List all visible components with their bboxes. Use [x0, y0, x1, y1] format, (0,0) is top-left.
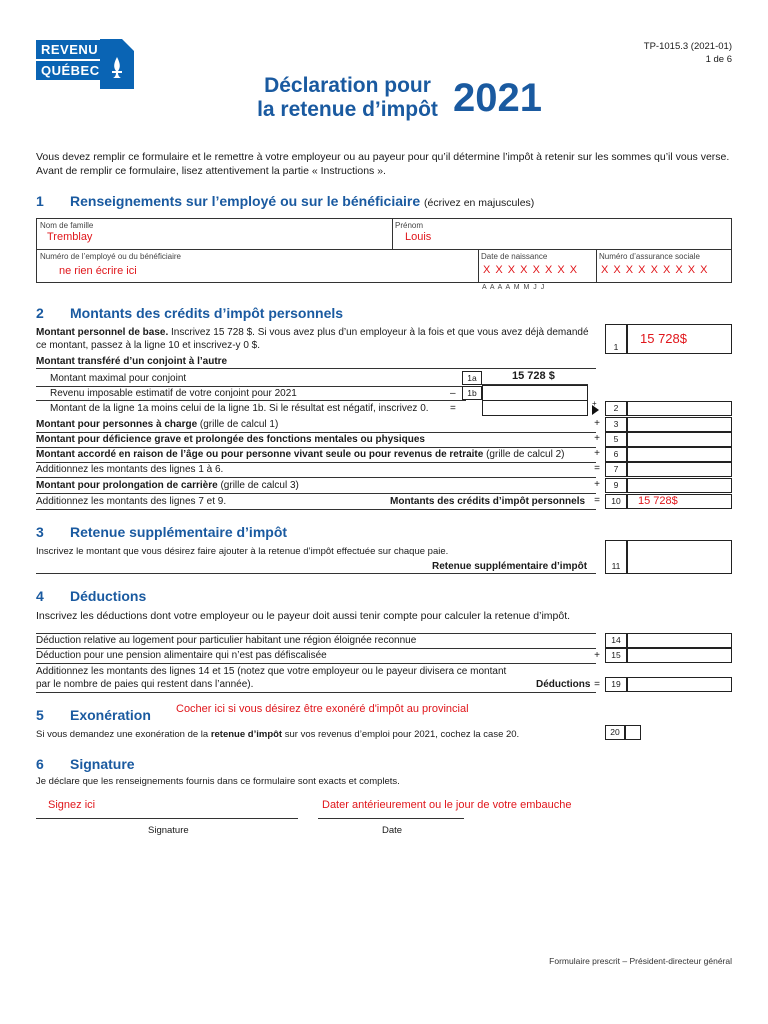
- sign-hint: Signez ici: [48, 799, 96, 811]
- section2-number: 2: [36, 305, 44, 321]
- sin-label: Numéro d’assurance sociale: [599, 252, 700, 261]
- age-rest: (grille de calcul 2): [483, 449, 565, 460]
- add-7-9-label: Additionnez les montants des lignes 7 et 9.: [36, 496, 227, 507]
- form-code-block: [644, 40, 732, 66]
- exemption-text-post: sur vos revenus d’emploi pour 2021, cochez la case 20.: [282, 729, 520, 740]
- line1a-number: 1a: [462, 371, 482, 385]
- divider: [36, 509, 596, 510]
- divider: [36, 493, 596, 494]
- dependents-bold: Montant pour personnes à charge: [36, 419, 198, 430]
- add-1-6-label: Additionnez les montants des lignes 1 à 6.: [36, 464, 224, 475]
- plus-sign: +: [594, 479, 600, 490]
- basic-amount-text: [36, 326, 596, 352]
- first-name-field[interactable]: [393, 219, 731, 250]
- deductions-add-line1: Additionnez les montants des lignes 14 et 15 (notez que votre employeur ou le payeur divisera ce montant: [36, 666, 507, 677]
- form-code: TP-1015.3 (2021-01): [643, 41, 732, 52]
- extra-withholding-label: Retenue supplémentaire d’impôt: [432, 561, 588, 572]
- line10-amount-input[interactable]: [627, 494, 732, 509]
- total-credits-label: Montants des crédits d’impôt personnels: [390, 496, 586, 507]
- career-bold: Montant pour prolongation de carrière: [36, 480, 218, 491]
- section1-number: 1: [36, 193, 44, 209]
- line6-number: 6: [605, 447, 627, 462]
- line19-amount-input[interactable]: [627, 677, 732, 692]
- line1a-minus-1b-input[interactable]: [482, 400, 588, 416]
- exemption-text-bold: retenue d’impôt: [210, 729, 283, 740]
- line5-number: 5: [605, 432, 627, 447]
- line1b-number: 1b: [462, 386, 482, 400]
- line9-amount-input[interactable]: [627, 478, 732, 493]
- sin-field[interactable]: [597, 250, 731, 282]
- plus-sign: +: [592, 399, 597, 408]
- plus-sign: +: [594, 650, 600, 661]
- section1-title: Renseignements sur l’employé ou sur le bénéficiaire: [70, 193, 421, 209]
- deductions-total-label: Déductions: [536, 679, 591, 690]
- section4-title: Déductions: [70, 588, 147, 604]
- line6-amount-input[interactable]: [627, 447, 732, 462]
- arrow-right-icon: [592, 405, 599, 415]
- intro-line1: Vous devez remplir ce formulaire et le remettre à votre employeur ou au payeur pour qu’il détermine l’impôt à retenir sur les sommes qu’il vous verse.: [36, 151, 730, 163]
- section3-title: Retenue supplémentaire d’impôt: [70, 524, 288, 540]
- line15-number: 15: [605, 648, 627, 663]
- birth-date-format: A A A A M M J J: [482, 284, 546, 291]
- section2-header: [36, 305, 344, 323]
- deductions-add-text: [36, 665, 576, 691]
- basic-amount-text2: ce montant, passez à la ligne 10 et inscrivez-y 0 $.: [36, 340, 261, 351]
- last-name-label: Nom de famille: [40, 221, 94, 230]
- line1-value: 15 728$: [640, 331, 687, 346]
- line19-number: 19: [605, 677, 627, 692]
- line1-amount-input[interactable]: [627, 324, 732, 354]
- spouse-title: Montant transféré d’un conjoint à l’autre: [36, 356, 228, 367]
- section3-header: [36, 524, 288, 542]
- birth-date-value: X X X X X X X X: [483, 264, 579, 276]
- exemption-checkbox[interactable]: [625, 725, 641, 740]
- divider: [36, 400, 466, 401]
- section2-title: Montants des crédits d’impôt personnels: [70, 305, 344, 321]
- line2-number: 2: [605, 401, 627, 416]
- line7-number: 7: [605, 462, 627, 477]
- section1-header: [36, 193, 535, 211]
- section5-title: Exonération: [70, 707, 151, 723]
- line1b-amount-input[interactable]: [482, 385, 588, 401]
- line10-number: 10: [605, 494, 627, 509]
- intro-line2: Avant de remplir ce formulaire, lisez attentivement la partie « Instructions ».: [36, 165, 386, 177]
- plus-sign: +: [594, 433, 600, 444]
- birth-date-label: Date de naissance: [481, 252, 548, 261]
- divider: [36, 573, 596, 574]
- divider: [36, 477, 596, 478]
- intro-text: [36, 150, 736, 178]
- first-name-label: Prénom: [395, 221, 424, 230]
- age-label: [36, 448, 564, 461]
- line7-amount-input[interactable]: [627, 462, 732, 477]
- title-line2: la retenue d’impôt: [257, 98, 438, 121]
- section5-header: [36, 707, 151, 725]
- exemption-note: Cocher ici si vous désirez être exonéré d'impôt au provincial: [176, 703, 469, 715]
- section3-text: Inscrivez le montant que vous désirez faire ajouter à la retenue d’impôt effectuée sur chaque paie.: [36, 546, 449, 557]
- form-title: [255, 74, 440, 122]
- identity-box: [36, 218, 732, 283]
- date-label: Date: [382, 825, 403, 836]
- page-number: 1 de 6: [705, 54, 732, 65]
- basic-amount-bold: Montant personnel de base.: [36, 327, 169, 338]
- housing-label: Déduction relative au logement pour particulier habitant une région éloignée reconnue: [36, 635, 417, 646]
- spouse-income-label: Revenu imposable estimatif de votre conjoint pour 2021: [50, 388, 297, 399]
- age-bold: Montant accordé en raison de l’âge ou pour personne vivant seule ou pour revenus de retraite: [36, 449, 484, 460]
- impairment-label: Montant pour déficience grave et prolongée des fonctions mentales ou physiques: [36, 434, 425, 445]
- support-label: Déduction pour une pension alimentaire qui n’est pas défiscalisée: [36, 650, 327, 661]
- divider: [36, 692, 596, 693]
- line3-number: 3: [605, 417, 627, 432]
- plus-sign: +: [594, 418, 600, 429]
- line11-number: 11: [605, 540, 627, 574]
- birth-date-field[interactable]: [479, 250, 597, 282]
- section6-number: 6: [36, 756, 44, 772]
- title-line1: Déclaration pour: [264, 74, 431, 97]
- employee-number-field[interactable]: [37, 250, 479, 282]
- line3-amount-input[interactable]: [627, 417, 732, 432]
- equals-sign: =: [594, 463, 600, 474]
- line5-amount-input[interactable]: [627, 432, 732, 447]
- career-rest: (grille de calcul 3): [217, 480, 299, 491]
- max-spouse-label: Montant maximal pour conjoint: [50, 373, 187, 384]
- divider: [36, 663, 596, 664]
- section4-text: Inscrivez les déductions dont votre employeur ou le payeur doit aussi tenir compte pour calculer la retenue d’impôt.: [36, 610, 571, 622]
- employee-number-label: Numéro de l’employé ou du bénéficiaire: [40, 252, 181, 261]
- exemption-text: [36, 728, 519, 741]
- line14-number: 14: [605, 633, 627, 648]
- line2-amount-input[interactable]: [627, 401, 732, 416]
- footer-text: Formulaire prescrit – Président-directeur général: [549, 956, 732, 966]
- line20-number: 20: [605, 725, 625, 740]
- equals-sign: =: [594, 679, 600, 690]
- line10-value: 15 728$: [638, 495, 678, 507]
- section6-header: [36, 756, 135, 774]
- line15-amount-input[interactable]: [627, 648, 732, 663]
- basic-amount-text1: Inscrivez 15 728 $. Si vous avez plus d’un employeur à la fois et que vous avez déjà demandé: [168, 327, 589, 338]
- employee-number-value: ne rien écrire ici: [59, 265, 137, 277]
- deductions-add-line2: par le nombre de paies qui restent dans l’année).: [36, 679, 254, 690]
- section6-text: Je déclare que les renseignements fournis dans ce formulaire sont exacts et complets.: [36, 776, 400, 787]
- last-name-value: Tremblay: [47, 231, 93, 243]
- fleur-de-lis-icon: [100, 39, 134, 89]
- section3-number: 3: [36, 524, 44, 540]
- date-hint: Dater antérieurement ou le jour de votre embauche: [322, 799, 572, 811]
- section4-number: 4: [36, 588, 44, 604]
- exemption-text-pre: Si vous demandez une exonération de la: [36, 729, 211, 740]
- line1a-minus-1b-label: Montant de la ligne 1a moins celui de la ligne 1b. Si le résultat est négatif, inscrivez 0.: [50, 403, 429, 414]
- date-line[interactable]: [318, 818, 464, 819]
- section6-title: Signature: [70, 756, 135, 772]
- line11-amount-input[interactable]: [627, 540, 732, 574]
- signature-line[interactable]: [36, 818, 298, 819]
- minus-sign: –: [450, 388, 456, 399]
- line1-number: 1: [605, 324, 627, 354]
- line1a-amount: [482, 369, 588, 385]
- form-year: 2021: [453, 76, 542, 120]
- equals-sign: =: [450, 403, 456, 414]
- section5-number: 5: [36, 707, 44, 723]
- logo-line2: QUÉBEC: [36, 61, 105, 80]
- line1a-value: 15 728 $: [512, 370, 555, 382]
- signature-label: Signature: [148, 825, 189, 836]
- section4-header: [36, 588, 147, 606]
- equals-sign: =: [594, 495, 600, 506]
- career-label: [36, 479, 299, 492]
- dependents-label: [36, 418, 278, 431]
- logo-line1: REVENU: [36, 40, 103, 59]
- revenu-quebec-logo: [36, 40, 105, 80]
- section1-subtitle: (écrivez en majuscules): [424, 197, 535, 209]
- first-name-value: Louis: [405, 231, 432, 243]
- sin-value: X X X X X X X X X: [601, 264, 709, 276]
- line14-amount-input[interactable]: [627, 633, 732, 648]
- line9-number: 9: [605, 478, 627, 493]
- plus-sign: +: [594, 448, 600, 459]
- last-name-field[interactable]: [37, 219, 393, 250]
- dependents-rest: (grille de calcul 1): [197, 419, 279, 430]
